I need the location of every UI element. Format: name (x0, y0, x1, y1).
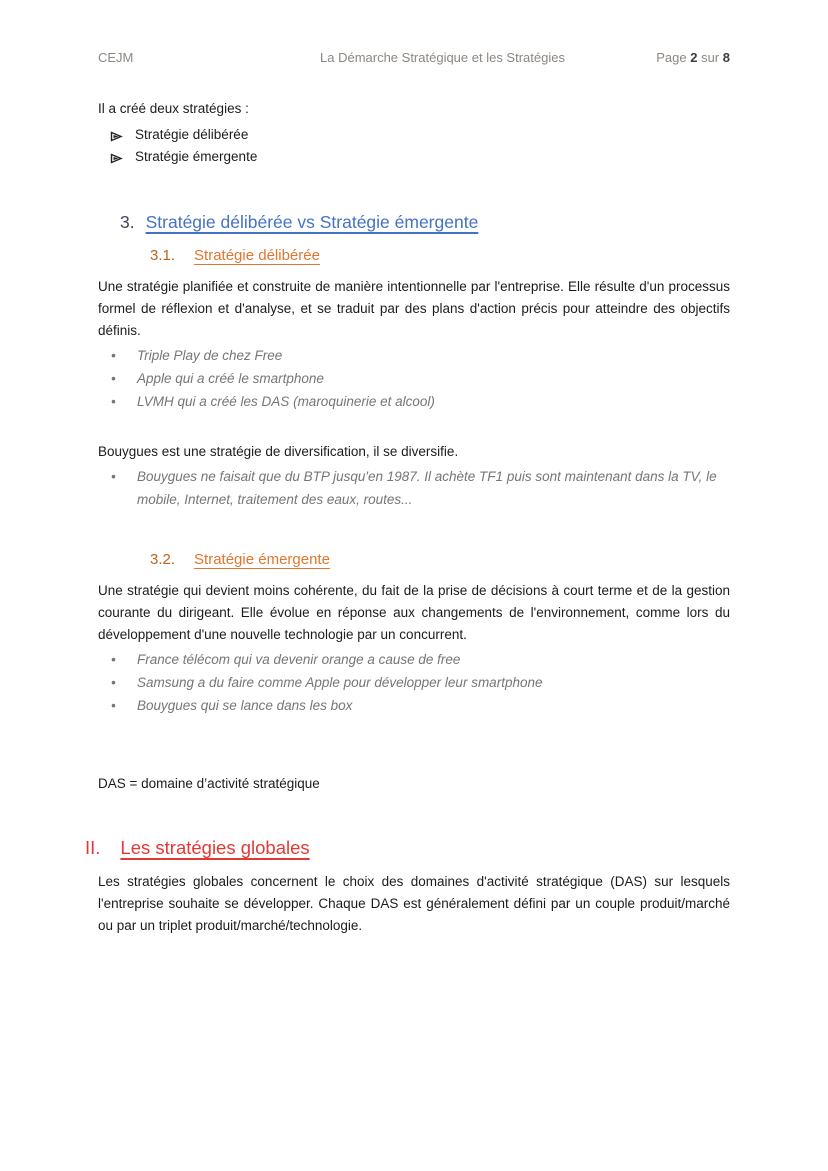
page-current: 2 (690, 50, 698, 65)
page-total: 8 (722, 50, 730, 65)
paragraph-strategies-globales: Les stratégies globales concernent le choix des domaines d'activité stratégique (DAS) sur lesquels l'entreprise souhaite se développer. Chaque DAS est généralement défini par un couple produit/marché ou par un triplet produit/marché/technologie. (98, 874, 730, 933)
strategy-arrow-list (98, 124, 730, 168)
list-item (98, 390, 730, 413)
page-word: Page (656, 50, 691, 65)
list-item (98, 146, 730, 168)
list-item (98, 648, 730, 671)
list-item-text: France télécom qui va devenir orange a cause de free (137, 652, 461, 667)
section-ii-number: II. (85, 837, 101, 858)
page-number-indicator (656, 50, 730, 65)
bullet-icon: • (111, 698, 116, 713)
bullet-icon: • (111, 371, 116, 386)
list-item-text: Bouygues qui se lance dans les box (137, 698, 353, 713)
section-3-1-number: 3.1. (150, 247, 176, 264)
page-sep: sur (697, 50, 723, 65)
list-item-text: Triple Play de chez Free (137, 348, 283, 363)
section-ii-heading (85, 837, 730, 859)
list-item (98, 465, 730, 511)
arrow-bullet-icon (110, 153, 123, 164)
section-3-2-number: 3.2. (150, 551, 176, 568)
header-course-code: CEJM (98, 50, 134, 65)
page-header (0, 0, 828, 68)
list-item-text: Apple qui a créé le smartphone (137, 371, 324, 386)
list-item-text: Bouygues ne faisait que du BTP jusqu'en 1987. Il achète TF1 puis sont maintenant dans la TV, le mobile, Internet, traitement des eaux, routes... (137, 469, 717, 507)
intro-lead: Il a créé deux stratégies : (98, 101, 249, 116)
list-item (98, 124, 730, 146)
das-definition: DAS = domaine d’activité stratégique (98, 776, 320, 791)
bullet-icon: • (111, 394, 116, 409)
list-item (98, 694, 730, 717)
examples-list-bouygues (98, 465, 730, 511)
section-3-heading (98, 212, 730, 233)
examples-list-emergente (98, 648, 730, 717)
list-item (98, 671, 730, 694)
header-document-title: La Démarche Stratégique et les Stratégies (320, 50, 565, 65)
list-item-text: Samsung a du faire comme Apple pour développer leur smartphone (137, 675, 543, 690)
note-bouygues: Bouygues est une stratégie de diversification, il se diversifie. (98, 444, 459, 459)
section-3-1-heading (98, 247, 730, 264)
section-3-2-heading (98, 551, 730, 568)
examples-list-deliberee (98, 344, 730, 413)
bullet-icon: • (111, 469, 116, 484)
list-item-text: LVMH qui a créé les DAS (maroquinerie et alcool) (137, 394, 435, 409)
section-3-title: Stratégie délibérée vs Stratégie émergente (145, 212, 479, 232)
list-item-text: Stratégie délibérée (135, 127, 249, 142)
bullet-icon: • (111, 348, 116, 363)
paragraph-emergente: Une stratégie qui devient moins cohérente, du fait de la prise de décisions à court terme et de la gestion courante du dirigeant. Elle évolue en réponse aux changements de l'environnement, comme lors du développement d'une nouvelle technologie par un concurrent. (98, 583, 730, 642)
arrow-bullet-icon (110, 131, 123, 142)
bullet-icon: • (111, 652, 116, 667)
section-3-2-title: Stratégie émergente (194, 551, 330, 568)
section-3-1-title: Stratégie délibérée (194, 247, 320, 264)
paragraph-deliberee: Une stratégie planifiée et construite de manière intentionnelle par l'entreprise. Elle résulte d'un processus formel de réflexion et d'analyse, et se traduit par des plans d'action précis pour atteindre des objectifs définis. (98, 279, 730, 338)
section-3-number: 3. (120, 212, 135, 232)
list-item (98, 344, 730, 367)
list-item (98, 367, 730, 390)
section-ii-title: Les stratégies globales (120, 837, 310, 858)
bullet-icon: • (111, 675, 116, 690)
list-item-text: Stratégie émergente (135, 149, 258, 164)
